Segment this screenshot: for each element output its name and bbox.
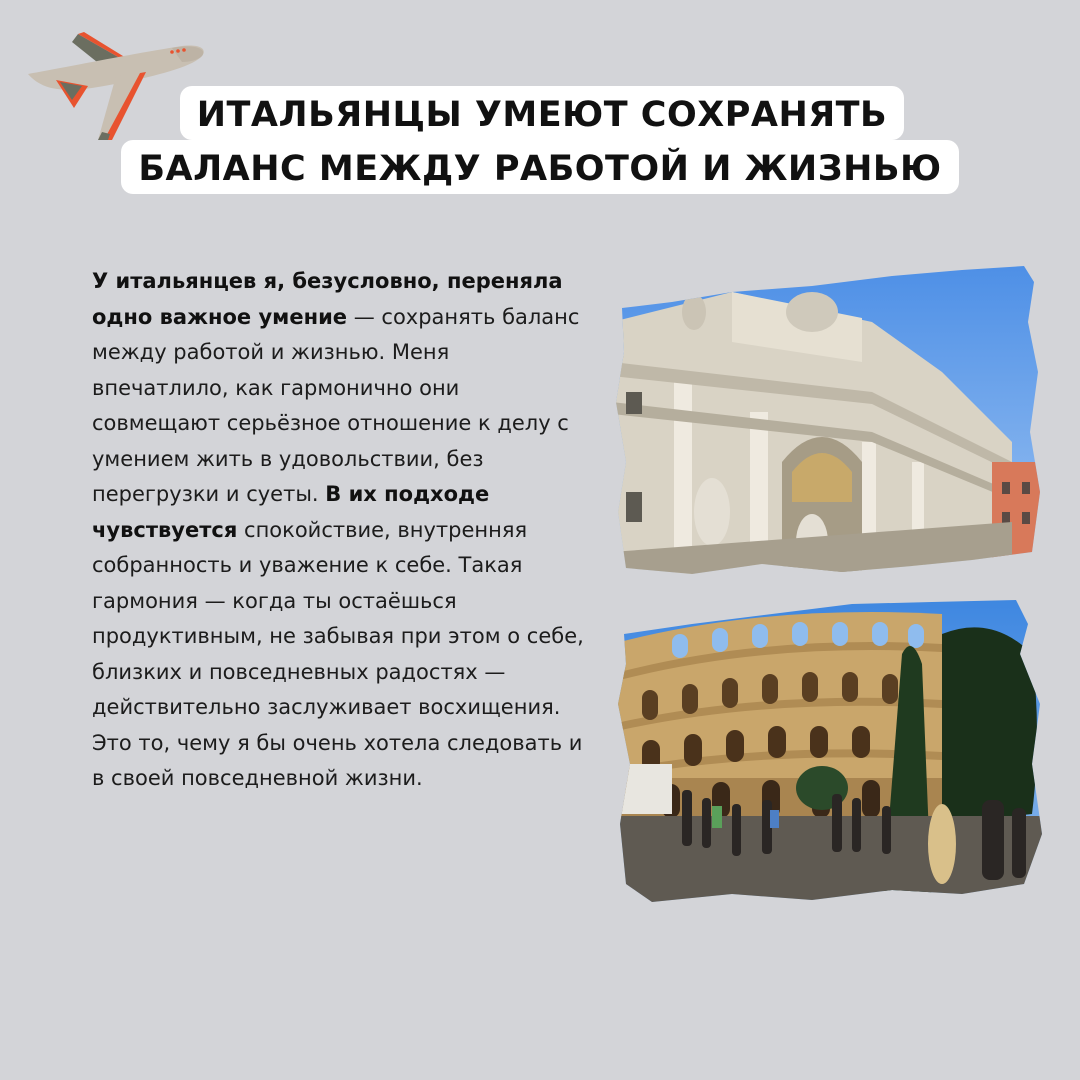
body-bold-1: У итальянцев я, безусловно, переняла одно важное умение	[92, 269, 563, 329]
body-paragraph	[92, 264, 590, 797]
page-title	[0, 86, 1080, 194]
body-bold-2: В их подходе чувствуется	[92, 482, 490, 542]
trevi-fountain-photo	[612, 262, 1044, 580]
body-text-4: спокойствие, внутренняя собранность и уважение к себе. Такая гармония — когда ты остаёшься продуктивным, не забывая при этом о себе, близких и повседневных радостях — действительно заслуживает восхищения. Это то, чему я бы очень хотела следовать и в своей повседневной жизни.	[92, 517, 584, 790]
colosseum-photo	[612, 594, 1044, 910]
title-line-1: ИТАЛЬЯНЦЫ УМЕЮТ СОХРАНЯТЬ	[180, 86, 905, 140]
body-text-2: — сохранять баланс между работой и жизнью. Меня впечатлило, как гармонично они совмещают серьёзное отношение к делу с умением жить в удовольствии, без перегрузки и суеты.	[92, 304, 580, 506]
title-line-2: БАЛАНС МЕЖДУ РАБОТОЙ И ЖИЗНЬЮ	[121, 140, 958, 194]
